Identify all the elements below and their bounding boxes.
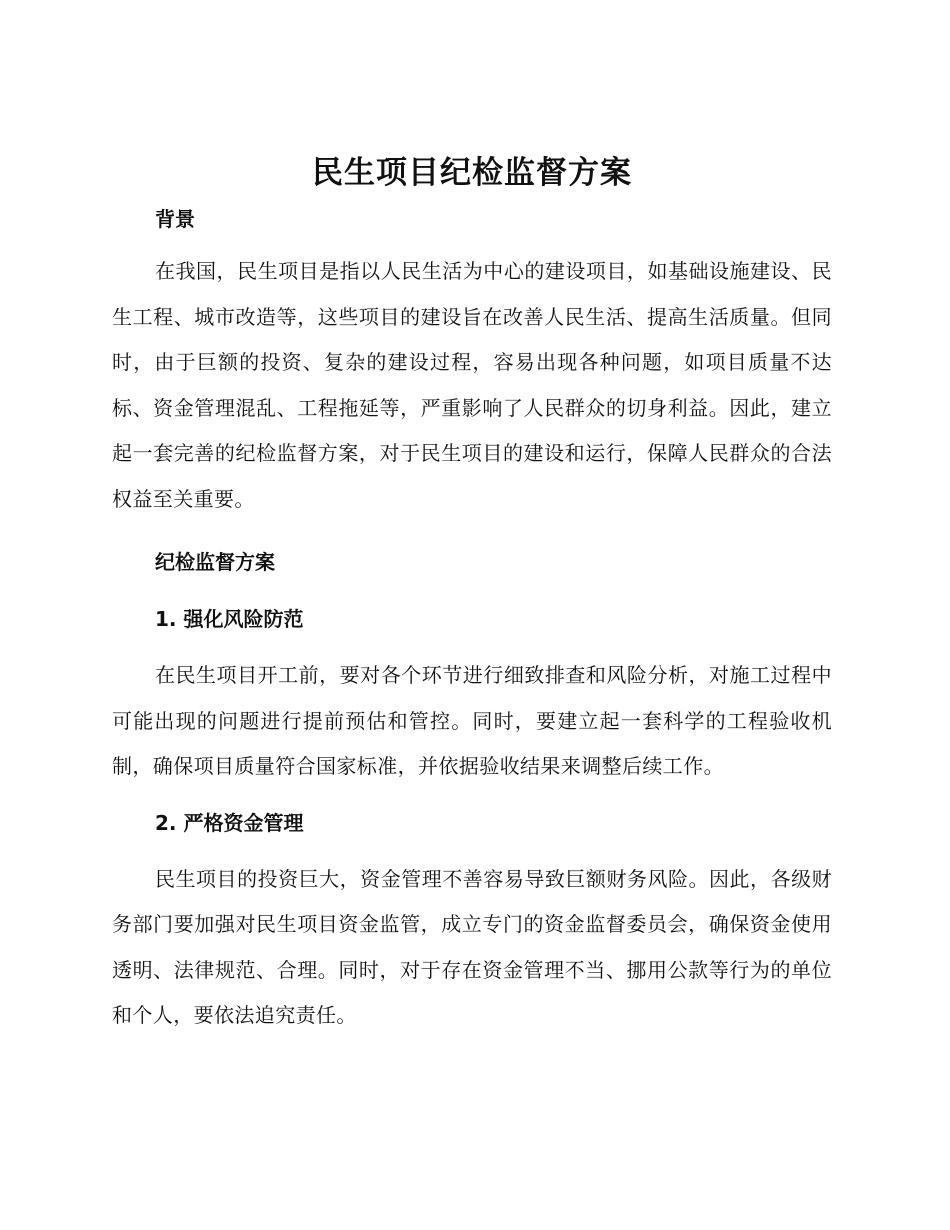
section-heading-plan: 纪检监督方案 <box>155 550 275 574</box>
document-title: 民生项目纪检监督方案 <box>312 155 632 191</box>
section-heading-background: 背景 <box>155 207 195 231</box>
section-heading-risk-prevention: 1. 强化风险防范 <box>155 607 304 631</box>
paragraph-fund-management: 民生项目的投资巨大，资金管理不善容易导致巨额财务风险。因此，各级财务部门要加强对民生项目资金监管，成立专门的资金监督委员会，确保资金使用透明、法律规范、合理。同时，对于存在资金管理不当、挪用公款等行为的单位和个人，要依法追究责任。 <box>112 866 832 1027</box>
document-page <box>112 150 832 1039</box>
paragraph-risk-prevention: 在民生项目开工前，要对各个环节进行细致排查和风险分析，对施工过程中可能出现的问题进行提前预估和管控。同时，要建立起一套科学的工程验收机制，确保项目质量符合国家标准，并依据验收结果来调整后续工作。 <box>112 663 832 778</box>
section-heading-fund-management: 2. 严格资金管理 <box>155 810 304 835</box>
paragraph-background: 在我国，民生项目是指以人民生活为中心的建设项目，如基础设施建设、民生工程、城市改造等，这些项目的建设旨在改善人民生活、提高生活质量。但同时，由于巨额的投资、复杂的建设过程，容易出现各种问题，如项目质量不达标、资金管理混乱、工程拖延等，严重影响了人民群众的切身利益。因此，建立起一套完善的纪检监督方案，对于民生项目的建设和运行，保障人民群众的合法权益至关重要。 <box>112 259 832 511</box>
